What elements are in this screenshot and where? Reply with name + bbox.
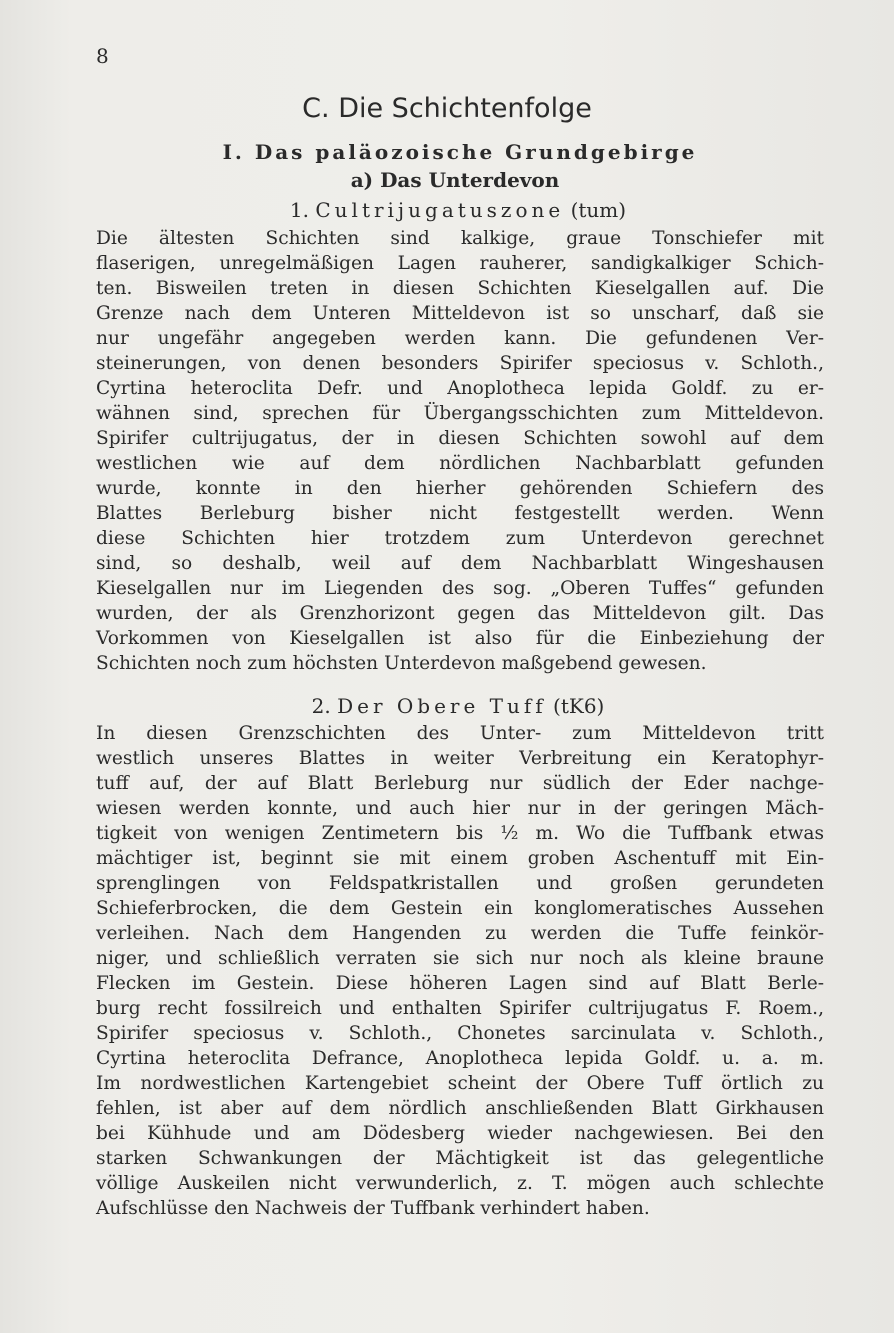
text-line: völlige Auskeilen nicht verwunderlich, z. T. mögen auch schlechte xyxy=(96,1173,824,1194)
section-2-paragraph xyxy=(96,721,824,1221)
chapter-heading: C. Die Schichtenfolge xyxy=(302,93,592,124)
text-line: niger, und schließlich verraten sie sich nur noch als kleine braune xyxy=(96,948,824,969)
text-line: Spirifer cultrijugatus, der in diesen Schichten sowohl auf dem xyxy=(96,428,824,449)
text-line: flaserigen, unregelmäßigen Lagen rauherer, sandigkalkiger Schich- xyxy=(96,253,824,274)
section-1-paragraph xyxy=(96,226,824,676)
text-line: Schieferbrocken, die dem Gestein ein konglomeratisches Aussehen xyxy=(96,898,824,919)
text-line: In diesen Grenzschichten des Unter- zum Mitteldevon tritt xyxy=(96,723,824,744)
text-line: Aufschlüsse den Nachweis der Tuffbank verhindert haben. xyxy=(96,1198,650,1219)
text-line: Blattes Berleburg bisher nicht festgestellt werden. Wenn xyxy=(96,503,824,524)
text-line: wiesen werden konnte, und auch hier nur in der geringen Mäch- xyxy=(96,798,824,819)
section-2-title xyxy=(0,694,894,718)
text-line: diese Schichten hier trotzdem zum Unterdevon gerechnet xyxy=(96,528,824,549)
text-line: Grenze nach dem Unteren Mitteldevon ist so unscharf, daß sie xyxy=(96,303,824,324)
text-line: nur ungefähr angegeben werden kann. Die gefundenen Ver- xyxy=(96,328,824,349)
text-line: westlich unseres Blattes in weiter Verbreitung ein Keratophyr- xyxy=(96,748,824,769)
text-line: Flecken im Gestein. Diese höheren Lagen sind auf Blatt Berle- xyxy=(96,973,824,994)
text-line: wurden, der als Grenzhorizont gegen das Mitteldevon gilt. Das xyxy=(96,603,824,624)
text-line: Im nordwestlichen Kartengebiet scheint der Obere Tuff örtlich zu xyxy=(96,1073,824,1094)
text-line: Cyrtina heteroclita Defrance, Anoplotheca lepida Goldf. u. a. m. xyxy=(96,1048,824,1069)
section-1-abbr: (tum) xyxy=(570,198,627,222)
section-1-title xyxy=(0,198,894,222)
text-line: westlichen wie auf dem nördlichen Nachbarblatt gefunden xyxy=(96,453,824,474)
text-line: burg recht fossilreich und enthalten Spirifer cultrijugatus F. Roem., xyxy=(96,998,824,1019)
text-line: ten. Bisweilen treten in diesen Schichten Kieselgallen auf. Die xyxy=(96,278,824,299)
section-1-number: 1. xyxy=(289,198,309,222)
text-line: wurde, konnte in den hierher gehörenden Schiefern des xyxy=(96,478,824,499)
text-line: wähnen sind, sprechen für Übergangsschichten zum Mitteldevon. xyxy=(96,403,824,424)
text-line: tuff auf, der auf Blatt Berleburg nur südlich der Eder nachge- xyxy=(96,773,824,794)
text-line: Spirifer speciosus v. Schloth., Chonetes sarcinulata v. Schloth., xyxy=(96,1023,824,1044)
text-line: starken Schwankungen der Mächtigkeit ist das gelegentliche xyxy=(96,1148,824,1169)
text-line: Schichten noch zum höchsten Unterdevon maßgebend gewesen. xyxy=(96,653,707,674)
section-1-name: Cultrijugatuszone xyxy=(315,198,565,222)
section-2-abbr: (tK6) xyxy=(553,694,605,718)
text-line: Cyrtina heteroclita Defr. und Anoplotheca lepida Goldf. zu er- xyxy=(96,378,824,399)
text-line: mächtiger ist, beginnt sie mit einem groben Aschentuff mit Ein- xyxy=(96,848,824,869)
text-line: fehlen, ist aber auf dem nördlich anschließenden Blatt Girkhausen xyxy=(96,1098,824,1119)
text-line: sprenglingen von Feldspatkristallen und großen gerundeten xyxy=(96,873,824,894)
text-line: bei Kühhude und am Dödesberg wieder nachgewiesen. Bei den xyxy=(96,1123,824,1144)
text-line: verleihen. Nach dem Hangenden zu werden die Tuffe feinkör- xyxy=(96,923,824,944)
text-line: sind, so deshalb, weil auf dem Nachbarblatt Wingeshausen xyxy=(96,553,824,574)
section-2-number: 2. xyxy=(311,694,331,718)
text-line: tigkeit von wenigen Zentimetern bis ½ m. Wo die Tuffbank etwas xyxy=(96,823,824,844)
text-line: Die ältesten Schichten sind kalkige, graue Tonschiefer mit xyxy=(96,228,824,249)
section-2-name: Der Obere Tuff xyxy=(337,694,547,718)
text-line: steinerungen, von denen besonders Spirifer speciosus v. Schloth., xyxy=(96,353,824,374)
text-line: Vorkommen von Kieselgallen ist also für die Einbeziehung der xyxy=(96,628,824,649)
text-line: Kieselgallen nur im Liegenden des sog. „Oberen Tuffes“ gefunden xyxy=(96,578,824,599)
part-heading: I. Das paläozoische Grundgebirge xyxy=(222,140,698,164)
subsection-heading: a) Das Unterdevon xyxy=(350,168,560,192)
page-number: 8 xyxy=(96,44,109,68)
